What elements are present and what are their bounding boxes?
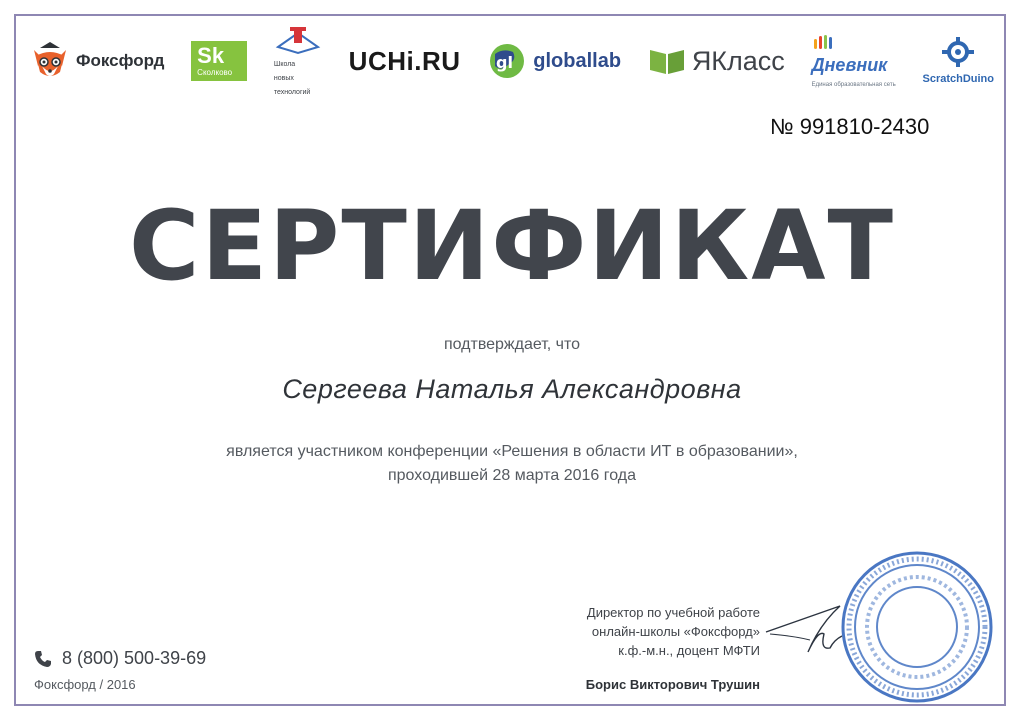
shnt-line-3: технологий [273,89,311,96]
phone-contact [34,648,206,669]
partner-logos [30,32,994,96]
description-line-1: является участником конференции «Решения в области ИТ в образовании», [226,443,798,460]
globe-icon [487,42,527,80]
director-title [520,603,760,660]
confirms-text: подтверждает, что [443,336,581,353]
description-line-2: проходившей 28 марта 2016 года [387,467,637,484]
logo-dnevnik [812,35,896,88]
scratchduino-logo-text: ScratchDuino [922,73,994,85]
certificate-title: СЕРТИФИКАТ [128,190,895,302]
globallab-logo-text: globallab [533,49,622,72]
svg-text:gl: gl [496,53,514,72]
person-name: Сергеева Наталья Александровна [282,374,742,404]
yaklass-logo-text: ЯКласс [691,45,785,76]
phone-icon [34,650,52,668]
book-icon [648,46,686,76]
shnt-line-2: новых [273,75,294,82]
logo-foxford [30,40,164,82]
skolkovo-mark: Sk [197,43,225,68]
shnt-icon [274,25,322,55]
footer-note: Фоксфорд / 2016 [34,677,136,692]
logo-uchi [349,46,461,77]
logo-shnt [274,25,322,97]
director-line-3: к.ф.-м.н., доцент МФТИ [618,643,760,658]
foxford-logo-text: Фоксфорд [76,51,165,70]
fox-icon [30,40,70,82]
logo-skolkovo [191,41,247,81]
phone-number: 8 (800) 500-39-69 [62,648,207,668]
director-line-2: онлайн-школы «Фоксфорд» [591,624,760,639]
director-name: Борис Викторович Трушин [585,677,760,692]
dnevnik-logo-sub: Единая образовательная сеть [811,81,896,88]
gear-icon [938,37,978,67]
logo-scratchduino [922,37,994,85]
skolkovo-sub: Сколково [197,68,233,77]
hand-icon [812,35,838,49]
certificate-number: № 991810-2430 [770,114,930,139]
logo-globallab [487,42,621,80]
shnt-line-1: Школа [273,61,296,68]
certificate-description [0,440,1024,488]
uchi-logo-text: UCHi.RU [348,45,461,76]
director-line-1: Директор по учебной работе [586,605,760,620]
logo-yaklass [648,46,785,77]
dnevnik-logo-text: Дневник [811,54,888,75]
stamp-icon [838,548,996,706]
